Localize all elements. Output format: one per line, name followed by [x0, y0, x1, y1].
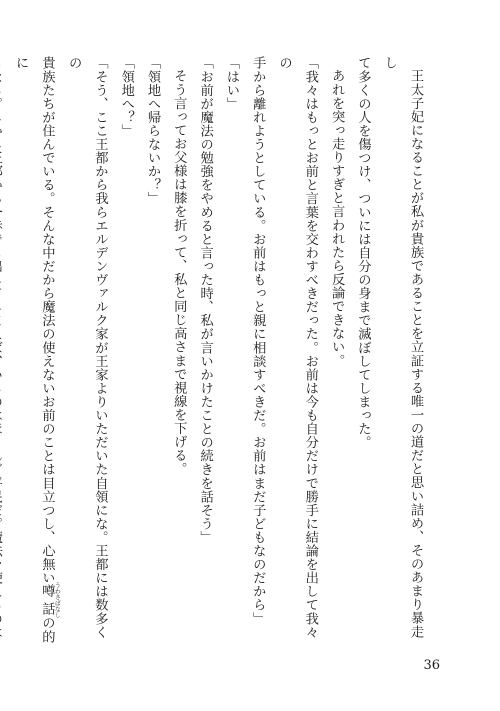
text-line: 「領地へ帰らないか？」	[145, 56, 161, 206]
page-number: 36	[423, 658, 440, 673]
text-line: 手から離れようとしている。お前はもっと親に相談すべきだ。お前はまだ子どもなのだから」	[250, 56, 266, 626]
body-text	[13, 56, 428, 646]
text-line: 王太子妃になることが私が貴族であることを立証する唯一の道だと思い詰め、そのあまり暴走し	[381, 56, 423, 639]
text-line: 貴族たちが住んでいる。そんな中だから魔法の使えないお前のことは目立つし、心無い噂話 うわさばなしの的に	[13, 56, 61, 644]
text-line: 「そう、ここ王都から我らエルデンヴァルク家が王家よりいただいた自領にな。王都には数多くの	[66, 56, 108, 639]
text-line: 「お前が魔法の勉強をやめると言った時、私が言いかけたことの続きを話そう」	[197, 56, 213, 544]
text-line: 「はい」	[223, 56, 239, 111]
text-line: 「我々はもっとお前と言葉を交わすべきだった。お前は今も自分だけで勝手に結論を出して我々の	[276, 56, 318, 639]
text-line	[0, 56, 7, 646]
furigana: うわさばなし	[53, 582, 61, 619]
text-line: あれを突っ走りすぎと言われたら反論できない。	[329, 69, 345, 368]
text-line: 「領地へ？」	[118, 56, 134, 138]
ruby-word: 噂話 うわさばなし	[39, 582, 61, 619]
text-line: て多くの人を傷つけ、ついには自分の身まで滅ぼしてしまった。	[355, 56, 371, 449]
text-line: そう言ってお父様は膝を折って、私と同じ高さまで視線を下げる。	[171, 69, 187, 476]
